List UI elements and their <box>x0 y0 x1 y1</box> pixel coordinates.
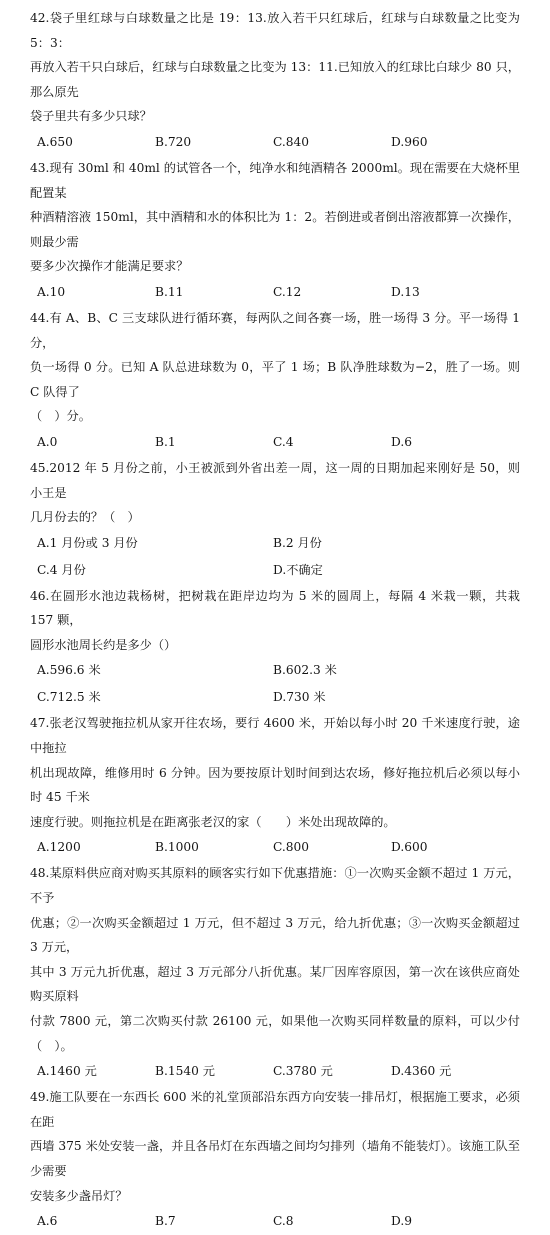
answer-option: D.730 米 <box>273 690 326 705</box>
answer-option: A.650 <box>37 134 73 149</box>
answer-option: B.1 <box>155 434 176 449</box>
question-stem-line: 43.现有 30ml 和 40ml 的试管各一个，纯净水和纯酒精各 2000ml。现在需要在大烧杯里配置某 <box>30 160 520 200</box>
answer-option: B.1000 <box>155 840 199 855</box>
question-block <box>30 156 520 306</box>
question-stem-line: 几月份去的？（ ） <box>30 510 140 525</box>
answer-option: B.7 <box>155 1214 176 1229</box>
question-stem-line: 西墙 375 米处安装一盏，并且各吊灯在东西墙之间均匀排列（墙角不能装灯）。该施工队至少需要 <box>30 1139 520 1178</box>
answer-option: D.不确定 <box>273 562 323 577</box>
question-stem-line: 种酒精溶液 150ml，其中酒精和水的体积比为 1：2。若倒进或者倒出溶液都算一次操作，则最少需 <box>30 210 520 249</box>
question-stem-line: 44.有 A、B、C 三支球队进行循环赛，每两队之间各赛一场，胜一场得 3 分。平一场得 1 分， <box>30 310 520 350</box>
question-stem <box>30 156 520 279</box>
answer-option: A.0 <box>37 434 58 449</box>
question-stem-line: 49.施工队要在一东西长 600 米的礼堂顶部沿东西方向安装一排吊灯，根据施工要求，必须在距 <box>30 1090 520 1129</box>
answer-options <box>37 1208 520 1235</box>
answer-option: B.2 月份 <box>273 535 322 550</box>
answer-option: C.8 <box>273 1214 294 1229</box>
answer-option: C.12 <box>273 284 302 299</box>
question-stem-line: 优惠；②一次购买金额超过 1 万元，但不超过 3 万元，给九折优惠；③一次购买金额超过 3 万元， <box>30 915 520 955</box>
answer-option: C.4 <box>273 434 294 449</box>
answer-options <box>37 279 520 306</box>
answer-option: A.1200 <box>37 840 81 855</box>
question-stem-line: 负一场得 0 分。已知 A 队总进球数为 0，平了 1 场；B 队净胜球数为−2，胜了一场。则 C 队得了 <box>30 360 520 399</box>
question-stem-line: 再放入若干只白球后，红球与白球数量之比变为 13：11.已知放入的红球比白球少 80 只，那么原先 <box>30 60 520 99</box>
answer-option: D.6 <box>391 434 412 449</box>
answer-option: D.9 <box>391 1214 412 1229</box>
question-stem-line: 要多少次操作才能满足要求？ <box>30 259 189 274</box>
answer-options <box>37 429 520 456</box>
answer-option: C.840 <box>273 134 310 149</box>
answer-option: C.712.5 米 <box>37 690 101 705</box>
answer-options <box>37 129 520 156</box>
question-stem-line: （ ）分。 <box>30 409 91 424</box>
question-stem-line: 机出现故障，维修用时 6 分钟。因为要按原计划时间到达农场，修好拖拉机后必须以每小时 45 千米 <box>30 765 520 805</box>
answer-option: B.602.3 米 <box>273 663 337 678</box>
question-stem-line: 46.在圆形水池边栽杨树，把树栽在距岸边均为 5 米的圆周上，每隔 4 米栽一颗，共栽 157 颗， <box>30 588 520 628</box>
question-stem-line: 45.2012 年 5 月份之前，小王被派到外省出差一周，这一周的日期加起来刚好是 50，则小王是 <box>30 460 520 500</box>
answer-option: A.1 月份或 3 月份 <box>37 535 138 550</box>
question-stem <box>30 456 520 530</box>
answer-option: C.3780 元 <box>273 1064 333 1079</box>
answer-options <box>37 1058 520 1085</box>
question-block <box>30 6 520 156</box>
answer-option: C.800 <box>273 840 310 855</box>
answer-option: B.720 <box>155 134 192 149</box>
question-stem <box>30 711 520 834</box>
question-stem-line: 付款 7800 元，第二次购买付款 26100 元，如果他一次购买同样数量的原料，可以少付（ ）。 <box>30 1014 520 1053</box>
question-block <box>30 1085 520 1235</box>
answer-options <box>37 834 520 861</box>
answer-option: A.596.6 米 <box>37 663 101 678</box>
answer-options <box>37 657 520 711</box>
question-block <box>30 861 520 1085</box>
answer-option: A.6 <box>37 1214 58 1229</box>
answer-option: D.960 <box>391 134 428 149</box>
question-stem-line: 圆形水池周长约是多少（） <box>30 637 177 652</box>
answer-options <box>37 530 520 584</box>
answer-option: C.4 月份 <box>37 562 86 577</box>
answer-option: A.10 <box>37 284 66 299</box>
answer-option: B.11 <box>155 284 184 299</box>
answer-option: D.600 <box>391 840 428 855</box>
answer-option: A.1460 元 <box>37 1064 97 1079</box>
question-block <box>30 584 520 712</box>
question-stem-line: 安装多少盏吊灯？ <box>30 1188 128 1203</box>
question-block <box>30 456 520 584</box>
question-stem <box>30 861 520 1058</box>
question-block <box>30 711 520 861</box>
question-stem <box>30 6 520 129</box>
question-stem-line: 其中 3 万元九折优惠，超过 3 万元部分八折优惠。某厂因库容原因，第一次在该供应商处购买原料 <box>30 964 520 1004</box>
question-stem-line: 42.袋子里红球与白球数量之比是 19：13.放入若干只红球后，红球与白球数量之比变为 5：3： <box>30 11 520 50</box>
question-stem <box>30 306 520 429</box>
question-stem-line: 48.某原料供应商对购买其原料的顾客实行如下优惠措施：①一次购买金额不超过 1 万元，不予 <box>30 866 520 906</box>
answer-option: D.4360 元 <box>391 1064 452 1079</box>
question-stem-line: 速度行驶。则拖拉机是在距离张老汉的家（ ）米处出现故障的。 <box>30 814 396 829</box>
question-stem-line: 47.张老汉驾驶拖拉机从家开往农场，要行 4600 米，开始以每小时 20 千米速度行驶，途中拖拉 <box>30 716 520 756</box>
answer-option: B.1540 元 <box>155 1064 215 1079</box>
question-stem <box>30 1085 520 1208</box>
question-stem <box>30 584 520 658</box>
question-stem-line: 袋子里共有多少只球？ <box>30 109 152 124</box>
answer-option: D.13 <box>391 284 420 299</box>
question-block <box>30 306 520 456</box>
